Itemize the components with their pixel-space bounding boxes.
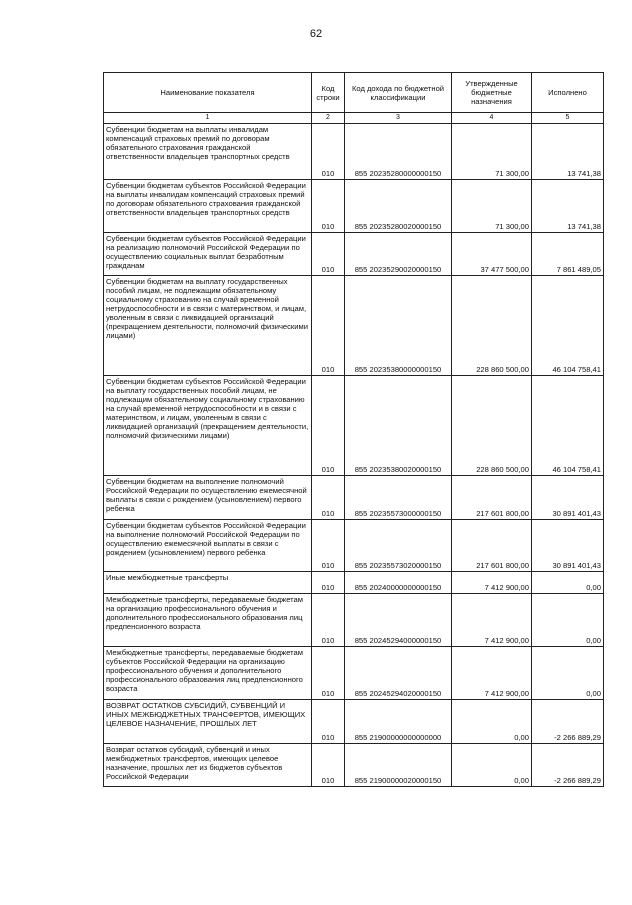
row-approved: 0,00 <box>452 700 532 744</box>
row-executed: 13 741,38 <box>532 124 604 180</box>
row-approved: 7 412 900,00 <box>452 572 532 594</box>
row-name: Субвенции бюджетам субъектов Российской Федерации на выплаты инвалидам компенсаций страховых премий по договорам обязательного страхования гражданской ответственности владельцев транспортных средств <box>104 180 312 233</box>
row-executed: 30 891 401,43 <box>532 476 604 520</box>
column-number: 3 <box>345 113 452 124</box>
row-kbk: 855 20235573020000150 <box>345 520 452 572</box>
header-executed: Исполнено <box>532 73 604 113</box>
row-approved: 228 860 500,00 <box>452 376 532 476</box>
column-number: 4 <box>452 113 532 124</box>
row-code: 010 <box>312 376 345 476</box>
row-approved: 7 412 900,00 <box>452 594 532 647</box>
row-executed: 7 861 489,05 <box>532 233 604 276</box>
row-executed: 46 104 758,41 <box>532 276 604 376</box>
table-row <box>104 124 604 180</box>
table-row <box>104 572 604 594</box>
row-code: 010 <box>312 233 345 276</box>
row-code: 010 <box>312 744 345 787</box>
table-row <box>104 233 604 276</box>
row-kbk: 855 20240000000000150 <box>345 572 452 594</box>
row-name: Субвенции бюджетам субъектов Российской Федерации на выплату государственных пособий лицам, не подлежащим обязательному социальному страхованию на случай временной нетрудоспособности и в связи с материнством, и лицам, уволенным в связи с ликвидацией организаций (прекращением деятельности, полномочий физическими лицами) <box>104 376 312 476</box>
row-kbk: 855 20245294020000150 <box>345 647 452 700</box>
table-row <box>104 476 604 520</box>
table-row <box>104 594 604 647</box>
table-row <box>104 276 604 376</box>
row-code: 010 <box>312 572 345 594</box>
row-approved: 7 412 900,00 <box>452 647 532 700</box>
row-executed: 30 891 401,43 <box>532 520 604 572</box>
header-name: Наименование показателя <box>104 73 312 113</box>
row-name: Субвенции бюджетам субъектов Российской Федерации на выполнение полномочий Российской Федерации по осуществлению ежемесячной выплаты в связи с рождением (усыновлением) первого ребенка <box>104 520 312 572</box>
row-name: Субвенции бюджетам на выплату государственных пособий лицам, не подлежащим обязательному социальному страхованию на случай временной нетрудоспособности и в связи с материнством, и лицам, уволенным в связи с ликвидацией организаций (прекращением деятельности, полномочий физическими лицами) <box>104 276 312 376</box>
row-executed: 0,00 <box>532 647 604 700</box>
row-name: Возврат остатков субсидий, субвенций и иных межбюджетных трансфертов, имеющих целевое назначение, прошлых лет из бюджетов субъектов Российской Федерации <box>104 744 312 787</box>
row-kbk: 855 20235280000000150 <box>345 124 452 180</box>
row-kbk: 855 20245294000000150 <box>345 594 452 647</box>
row-kbk: 855 20235380020000150 <box>345 376 452 476</box>
row-kbk: 855 21900000000000000 <box>345 700 452 744</box>
row-code: 010 <box>312 647 345 700</box>
row-name: Межбюджетные трансферты, передаваемые бюджетам на организацию профессионального обучения и дополнительного профессионального образования лиц предпенсионного возраста <box>104 594 312 647</box>
table-row <box>104 376 604 476</box>
row-kbk: 855 20235280020000150 <box>345 180 452 233</box>
table-row <box>104 700 604 744</box>
row-approved: 217 601 800,00 <box>452 476 532 520</box>
row-name: Межбюджетные трансферты, передаваемые бюджетам субъектов Российской Федерации на организацию профессионального обучения и дополнительного профессионального образования лиц предпенсионного возраста <box>104 647 312 700</box>
table-row <box>104 647 604 700</box>
table-header-row <box>104 73 604 113</box>
table-row <box>104 520 604 572</box>
row-approved: 228 860 500,00 <box>452 276 532 376</box>
row-kbk: 855 21900000020000150 <box>345 744 452 787</box>
row-executed: 0,00 <box>532 594 604 647</box>
row-approved: 37 477 500,00 <box>452 233 532 276</box>
row-code: 010 <box>312 476 345 520</box>
row-approved: 71 300,00 <box>452 180 532 233</box>
row-executed: -2 266 889,29 <box>532 700 604 744</box>
page-number: 62 <box>309 28 323 40</box>
header-kbk: Код дохода по бюджетной классификации <box>345 73 452 113</box>
header-code: Код строки <box>312 73 345 113</box>
row-executed: -2 266 889,29 <box>532 744 604 787</box>
row-name: Субвенции бюджетам субъектов Российской Федерации на реализацию полномочий Российской Федерации по осуществлению социальных выплат безработным гражданам <box>104 233 312 276</box>
row-executed: 13 741,38 <box>532 180 604 233</box>
row-executed: 0,00 <box>532 572 604 594</box>
row-executed: 46 104 758,41 <box>532 376 604 476</box>
row-code: 010 <box>312 594 345 647</box>
table-row <box>104 180 604 233</box>
row-name: Субвенции бюджетам на выплаты инвалидам компенсаций страховых премий по договорам обязательного страхования гражданской ответственности владельцев транспортных средств <box>104 124 312 180</box>
row-approved: 217 601 800,00 <box>452 520 532 572</box>
row-code: 010 <box>312 124 345 180</box>
row-approved: 0,00 <box>452 744 532 787</box>
row-code: 010 <box>312 180 345 233</box>
budget-report-table <box>103 72 604 787</box>
row-code: 010 <box>312 520 345 572</box>
row-approved: 71 300,00 <box>452 124 532 180</box>
row-code: 010 <box>312 276 345 376</box>
row-kbk: 855 20235573000000150 <box>345 476 452 520</box>
row-kbk: 855 20235380000000150 <box>345 276 452 376</box>
row-code: 010 <box>312 700 345 744</box>
column-number: 2 <box>312 113 345 124</box>
column-number: 5 <box>532 113 604 124</box>
row-name: Иные межбюджетные трансферты <box>104 572 312 594</box>
column-number: 1 <box>104 113 312 124</box>
column-number-row <box>104 113 604 124</box>
header-approved: Утвержденные бюджетные назначения <box>452 73 532 113</box>
row-name: ВОЗВРАТ ОСТАТКОВ СУБСИДИЙ, СУБВЕНЦИЙ И ИНЫХ МЕЖБЮДЖЕТНЫХ ТРАНСФЕРТОВ, ИМЕЮЩИХ ЦЕЛЕВОЕ НАЗНАЧЕНИЕ, ПРОШЛЫХ ЛЕТ <box>104 700 312 744</box>
row-name: Субвенции бюджетам на выполнение полномочий Российской Федерации по осуществлению ежемесячной выплаты в связи с рождением (усыновлением) первого ребенка <box>104 476 312 520</box>
table-row <box>104 744 604 787</box>
row-kbk: 855 20235290020000150 <box>345 233 452 276</box>
